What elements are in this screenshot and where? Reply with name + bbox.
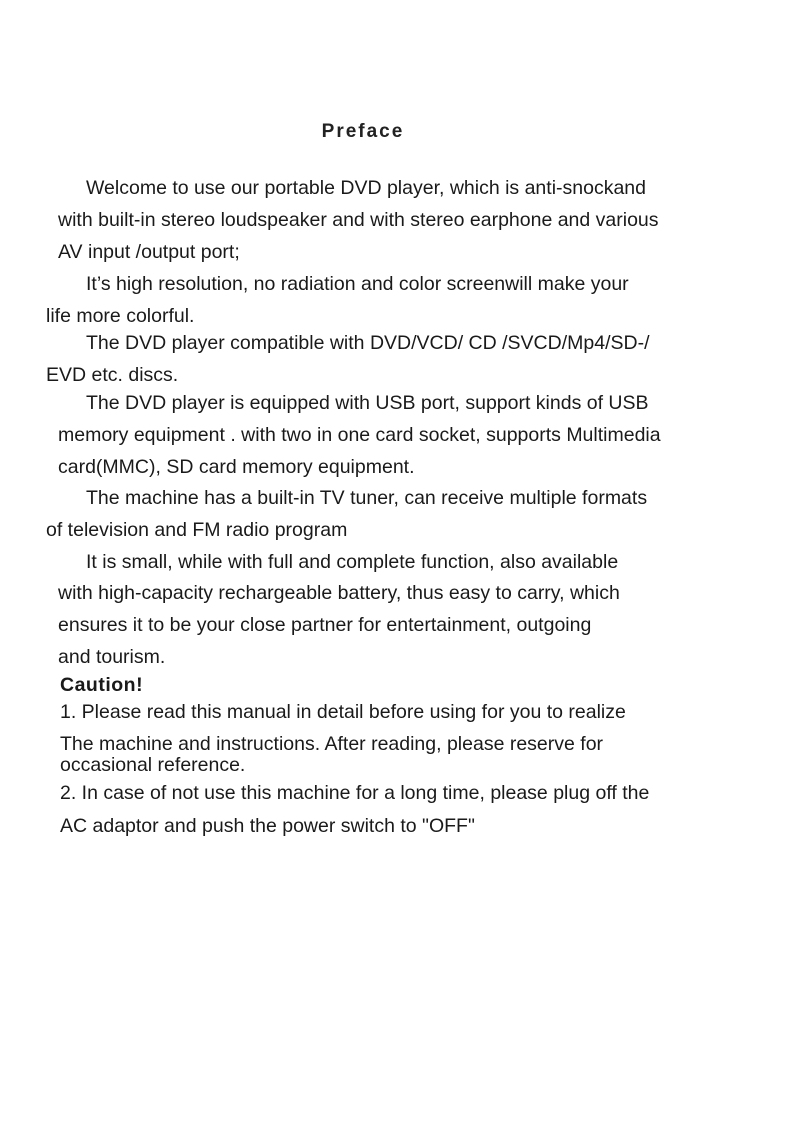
caution-item-1-line-1: 1. Please read this manual in detail before using for you to realize [60, 701, 626, 723]
caution-item-2-line-1: 2. In case of not use this machine for a long time, please plug off the [60, 782, 650, 804]
caution-heading: Caution! [60, 674, 144, 696]
paragraph-3-line-1: The DVD player compatible with DVD/VCD/ CD /SVCD/Mp4/SD-/ [86, 332, 650, 354]
paragraph-4-line-3: card(MMC), SD card memory equipment. [58, 456, 415, 478]
paragraph-1-line-3: AV input /output port; [58, 241, 240, 263]
caution-item-1-line-2: The machine and instructions. After reading, please reserve for [60, 733, 604, 755]
caution-item-2-line-2: AC adaptor and push the power switch to "OFF" [60, 815, 475, 837]
paragraph-4-line-1: The DVD player is equipped with USB port, support kinds of USB [86, 392, 649, 414]
paragraph-1-line-2: with built-in stereo loudspeaker and with stereo earphone and various [58, 209, 659, 231]
paragraph-2-line-2: life more colorful. [46, 305, 195, 327]
paragraph-2-line-1: It’s high resolution, no radiation and color screenwill make your [86, 273, 629, 295]
paragraph-3-line-2: EVD etc. discs. [46, 364, 179, 386]
paragraph-1-line-1: Welcome to use our portable DVD player, which is anti-snockand [86, 177, 646, 199]
paragraph-6-line-1: It is small, while with full and complete function, also available [86, 551, 619, 573]
paragraph-6-line-4: and tourism. [58, 646, 166, 668]
paragraph-6-line-2: with high-capacity rechargeable battery, thus easy to carry, which [58, 582, 620, 604]
caution-item-1-line-3: occasional reference. [60, 754, 246, 776]
paragraph-5-line-2: of television and FM radio program [46, 519, 348, 541]
paragraph-6-line-3: ensures it to be your close partner for entertainment, outgoing [58, 614, 592, 636]
page-title: Preface [321, 121, 405, 142]
paragraph-4-line-2: memory equipment . with two in one card socket, supports Multimedia [58, 424, 661, 446]
paragraph-5-line-1: The machine has a built-in TV tuner, can receive multiple formats [86, 487, 648, 509]
